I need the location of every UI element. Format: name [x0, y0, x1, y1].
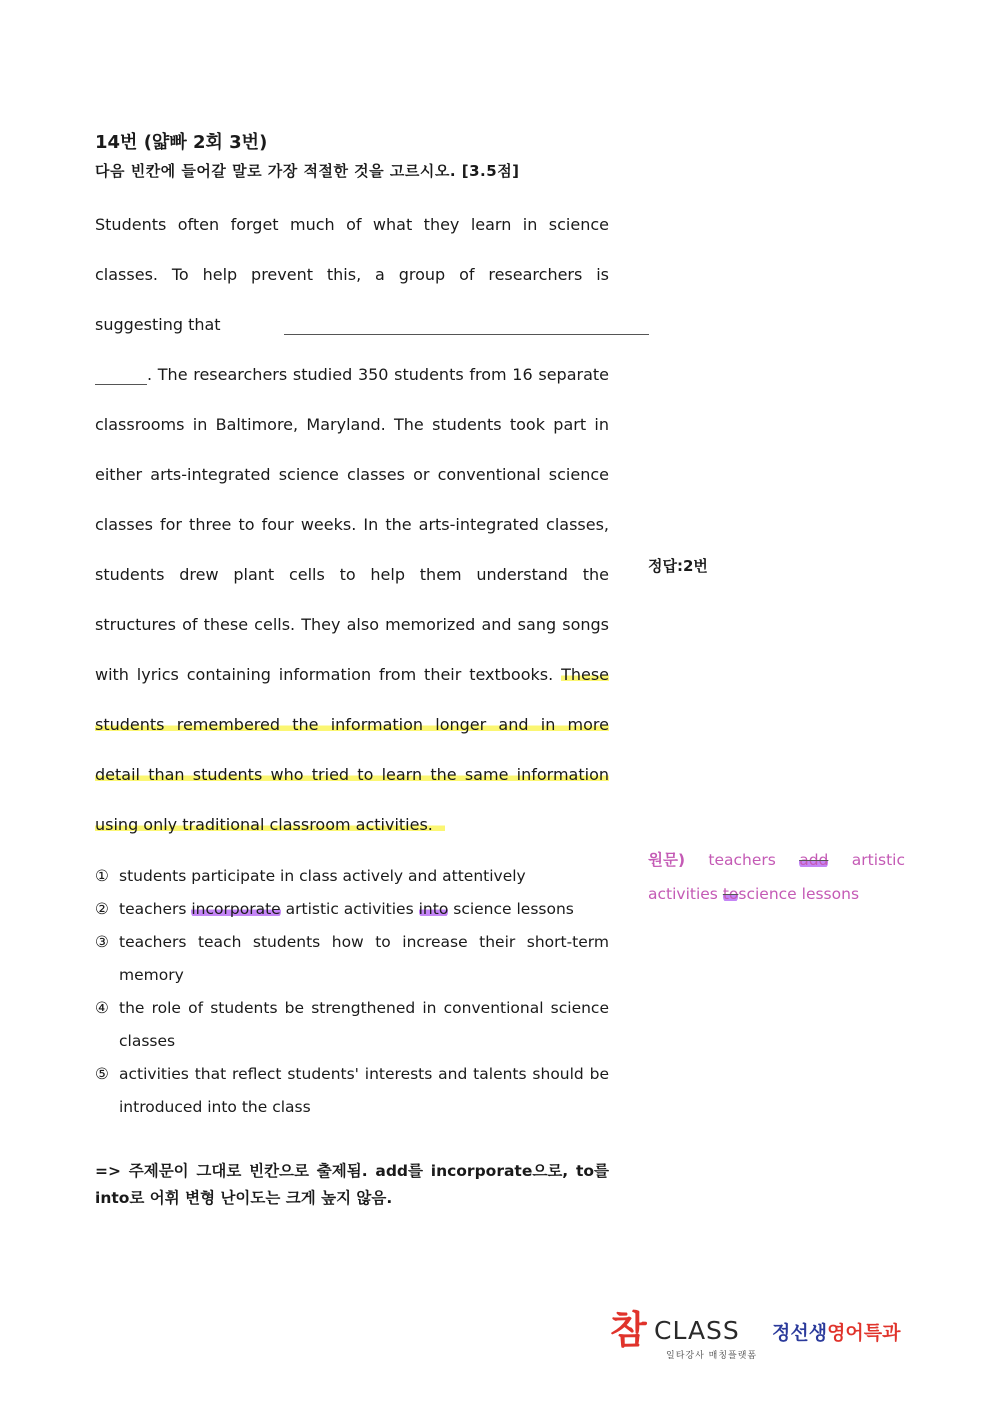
choice-number: ⑤ — [95, 1065, 109, 1083]
passage-line: structures of these cells. They also memorized and sang songs — [95, 615, 609, 634]
passage-line: students drew plant cells to help them understand the — [95, 565, 609, 584]
passage-text: with lyrics containing information from their textbooks. — [95, 665, 562, 684]
original-sentence — [648, 843, 905, 911]
passage-line — [95, 700, 609, 750]
original-row — [648, 843, 905, 877]
explanation-note: => 주제문이 그대로 빈칸으로 출제됨. add를 incorporate으로, to를 into로 어휘 변형 난이도는 크게 높지 않음. — [95, 1162, 609, 1207]
logo-mark: 참 — [610, 1308, 647, 1352]
choice-text: students participate in class actively and attentively — [119, 867, 526, 885]
choice-text — [95, 893, 609, 926]
original-word: artistic — [851, 851, 905, 869]
passage — [95, 200, 609, 850]
choice-number: ① — [95, 867, 109, 885]
highlighted-text: students remembered the information longer and in more — [95, 715, 609, 734]
passage-text: . The researchers studied 350 students from 16 separate — [147, 365, 609, 384]
logo-tagline: 일타강사 매칭플랫폼 — [666, 1351, 758, 1361]
passage-line: classrooms in Baltimore, Maryland. The students took part in — [95, 415, 609, 434]
answer-blank-continued — [95, 366, 147, 385]
replaced-word: to — [722, 885, 739, 903]
question-title: 14번 (얇빠 2회 3번) — [95, 132, 268, 153]
choice-1[interactable] — [95, 860, 609, 893]
question-instruction: 다음 빈칸에 들어갈 말로 가장 적절한 것을 고르시오. [3.5점] — [95, 162, 520, 180]
passage-line — [95, 750, 609, 800]
answer-blank — [284, 316, 649, 335]
replaced-word: add — [799, 851, 829, 869]
choice-number: ④ — [95, 999, 109, 1017]
choice-text-part: teachers — [119, 900, 192, 918]
passage-line — [95, 800, 609, 850]
choice-text: the role of students be strengthened in conventional science classes — [119, 999, 609, 1050]
answer-key: 정답:2번 — [648, 557, 708, 575]
highlighted-text: These — [561, 665, 609, 684]
passage-line — [95, 650, 609, 700]
original-row — [648, 877, 905, 911]
choice-text-part: artistic activities — [280, 900, 419, 918]
logo-teacher-subject: 영어특과 — [827, 1322, 901, 1344]
highlighted-word: incorporate — [191, 900, 281, 918]
choice-4[interactable] — [95, 992, 609, 1058]
choice-5[interactable] — [95, 1058, 609, 1124]
logo-brand: CLASS — [654, 1316, 740, 1345]
original-word: activities — [648, 885, 718, 903]
passage-line — [95, 300, 609, 350]
choice-number: ② — [95, 900, 109, 918]
highlighted-text: using only traditional classroom activities. — [95, 815, 433, 834]
highlighted-text: detail than students who tried to learn the same information — [95, 765, 609, 784]
choice-text: activities that reflect students' interests and talents should be introduced into the class — [119, 1065, 609, 1116]
logo-teacher-name: 정선생 — [772, 1322, 828, 1344]
logo-teacher — [772, 1321, 900, 1345]
choice-text: teachers teach students how to increase their short-term memory — [119, 933, 609, 984]
original-label: 원문) — [648, 851, 686, 869]
original-word: science lessons — [738, 885, 860, 903]
passage-line: Students often forget much of what they learn in science — [95, 215, 609, 234]
choice-2[interactable] — [95, 893, 609, 926]
passage-line: classes for three to four weeks. In the arts-integrated classes, — [95, 515, 609, 534]
choice-number: ③ — [95, 933, 109, 951]
choice-3[interactable] — [95, 926, 609, 992]
highlighted-word: into — [418, 900, 449, 918]
passage-text: suggesting that — [95, 315, 221, 334]
choice-text-part: science lessons — [448, 900, 574, 918]
answer-choices — [95, 860, 609, 1124]
passage-line: either arts-integrated science classes or conventional science — [95, 465, 609, 484]
original-word: teachers — [708, 851, 776, 869]
passage-line: classes. To help prevent this, a group of researchers is — [95, 265, 609, 284]
passage-line — [95, 350, 609, 400]
brand-logo — [610, 1308, 910, 1363]
